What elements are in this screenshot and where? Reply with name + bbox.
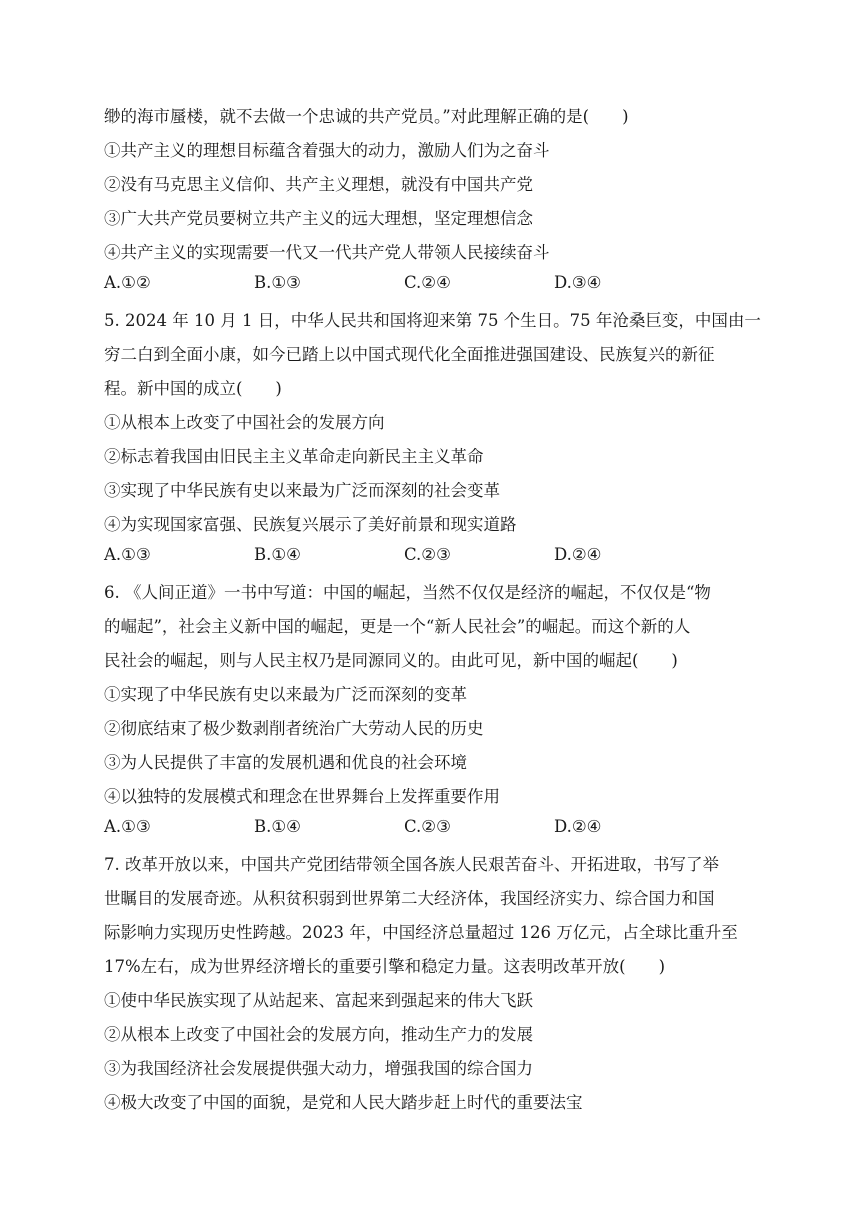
q4-item-4: ④共产主义的实现需要一代又一代共产党人带领人民接续奋斗 — [104, 243, 550, 262]
q6-option-a[interactable]: A.①③ — [104, 817, 151, 836]
q4-option-c[interactable]: C.②④ — [404, 273, 451, 292]
q4-item-1: ①共产主义的理想目标蕴含着强大的动力，激励人们为之奋斗 — [104, 141, 550, 160]
q4-option-a[interactable]: A.①② — [104, 273, 151, 292]
q6-option-d[interactable]: D.②④ — [554, 817, 602, 836]
q6-item-3: ③为人民提供了丰富的发展机遇和优良的社会环境 — [104, 753, 467, 772]
q5-stem-line-3: 程。新中国的成立( ) — [104, 379, 282, 398]
q5-stem-line-2: 穷二白到全面小康，如今已踏上以中国式现代化全面推进强国建设、民族复兴的新征 — [104, 345, 715, 364]
q5-option-b[interactable]: B.①④ — [254, 545, 301, 564]
q5-option-c[interactable]: C.②③ — [404, 545, 451, 564]
q7-item-1: ①使中华民族实现了从站起来、富起来到强起来的伟大飞跃 — [104, 991, 533, 1010]
q5-option-a[interactable]: A.①③ — [104, 545, 151, 564]
q4-stem-continued: 缈的海市蜃楼，就不去做一个忠诚的共产党员。”对此理解正确的是( ) — [104, 107, 629, 126]
q6-stem-line-2: 的崛起”，社会主义新中国的崛起，更是一个“新人民社会”的崛起。而这个新的人 — [104, 617, 691, 636]
q6-item-2: ②彻底结束了极少数剥削者统治广大劳动人民的历史 — [104, 719, 484, 738]
q6-options — [104, 817, 764, 841]
q4-option-b[interactable]: B.①③ — [254, 273, 301, 292]
q4-item-2: ②没有马克思主义信仰、共产主义理想，就没有中国共产党 — [104, 175, 533, 194]
q6-option-b[interactable]: B.①④ — [254, 817, 301, 836]
q6-item-4: ④以独特的发展模式和理念在世界舞台上发挥重要作用 — [104, 787, 500, 806]
q5-item-4: ④为实现国家富强、民族复兴展示了美好前景和现实道路 — [104, 515, 517, 534]
q4-item-3: ③广大共产党员要树立共产主义的远大理想，坚定理想信念 — [104, 209, 533, 228]
q5-options — [104, 545, 764, 569]
q6-stem-line-1: 6. 《人间正道》一书中写道：中国的崛起，当然不仅仅是经济的崛起，不仅仅是“物 — [104, 583, 711, 602]
q7-item-4: ④极大改变了中国的面貌，是党和人民大踏步赶上时代的重要法宝 — [104, 1093, 583, 1112]
q7-stem-line-2: 世瞩目的发展奇迹。从积贫积弱到世界第二大经济体，我国经济实力、综合国力和国 — [104, 889, 715, 908]
q7-stem-line-4: 17%左右，成为世界经济增长的重要引擎和稳定力量。这表明改革开放( ) — [104, 957, 666, 976]
q5-item-2: ②标志着我国由旧民主主义革命走向新民主主义革命 — [104, 447, 484, 466]
q6-stem-line-3: 民社会的崛起，则与人民主权乃是同源同义的。由此可见，新中国的崛起( ) — [104, 651, 678, 670]
q5-item-3: ③实现了中华民族有史以来最为广泛而深刻的社会变革 — [104, 481, 500, 500]
q7-stem-line-3: 际影响力实现历史性跨越。2023 年，中国经济总量超过 126 万亿元，占全球比重升至 — [104, 923, 738, 942]
q4-option-d[interactable]: D.③④ — [554, 273, 602, 292]
q5-item-1: ①从根本上改变了中国社会的发展方向 — [104, 413, 385, 432]
q6-option-c[interactable]: C.②③ — [404, 817, 451, 836]
q5-option-d[interactable]: D.②④ — [554, 545, 602, 564]
q7-item-3: ③为我国经济社会发展提供强大动力，增强我国的综合国力 — [104, 1059, 533, 1078]
q5-stem-line-1: 5. 2024 年 10 月 1 日，中华人民共和国将迎来第 75 个生日。75 年沧桑巨变，中国由一 — [104, 311, 761, 330]
q4-options — [104, 273, 764, 297]
q7-item-2: ②从根本上改变了中国社会的发展方向，推动生产力的发展 — [104, 1025, 533, 1044]
q7-stem-line-1: 7. 改革开放以来，中国共产党团结带领全国各族人民艰苦奋斗、开拓进取，书写了举 — [104, 855, 719, 874]
q6-item-1: ①实现了中华民族有史以来最为广泛而深刻的变革 — [104, 685, 467, 704]
